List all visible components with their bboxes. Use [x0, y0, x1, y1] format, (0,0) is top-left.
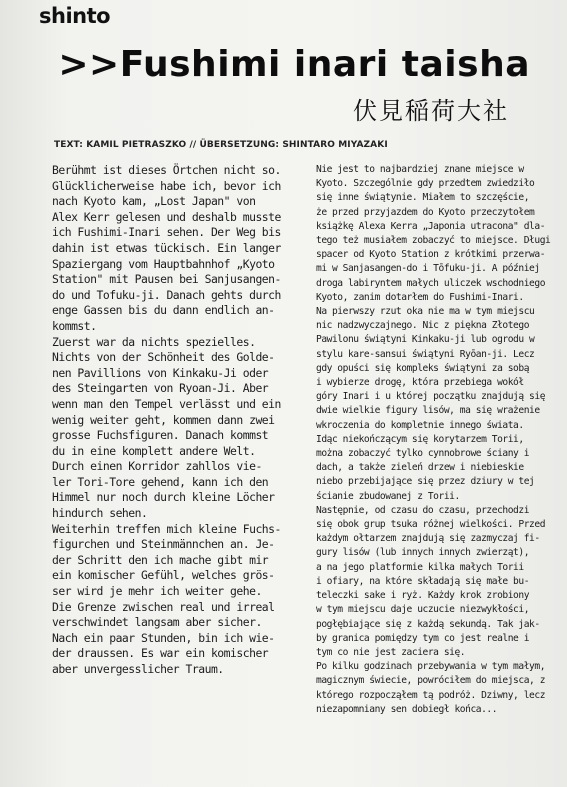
- text-line: hindurch sehen.: [52, 506, 148, 521]
- text-line: można zobaczyć tylko cynnobrowe ściany i: [316, 448, 530, 460]
- text-line: Nichts von der Schönheit des Golde-: [52, 350, 275, 365]
- section-label: shinto: [39, 4, 111, 28]
- text-line: w tym miejscu daje uczucie niezwykłości,: [316, 604, 530, 616]
- text-line: Glücklicherweise habe ich, bevor ich: [52, 178, 281, 193]
- text-line: Idąc niekończącym się korytarzem Torii,: [316, 433, 524, 445]
- text-line: mi w Sanjasangen-do i Tōfuku-ji. A później: [316, 263, 540, 275]
- text-line: niebo przebijające się przez dziury w tej: [316, 476, 535, 488]
- text-line: nach Kyoto kam, „Lost Japan" von: [52, 194, 256, 209]
- japanese-title: 伏見稲荷大社: [353, 97, 509, 125]
- text-line: do und Tofuku-ji. Danach gehts durch: [52, 287, 281, 302]
- text-line: der draussen. Es war ein komischer: [52, 646, 269, 661]
- text-line: by granica pomiędzy tym co jest realne i: [316, 632, 530, 644]
- text-line: Spaziergang vom Hauptbahnhof „Kyoto: [52, 256, 275, 271]
- text-line: aber unvergesslicher Traum.: [52, 662, 224, 676]
- text-line: gdy opuści się kompleks świątyni za sobą: [316, 362, 530, 374]
- text-line: des Steingarten von Ryoan-Ji. Aber: [52, 381, 269, 396]
- text-line: dach, a także zieleń drzew i niebieskie: [316, 462, 524, 474]
- text-line: Durch einen Korridor zahllos vie-: [52, 459, 262, 474]
- credits-line: TEXT: KAMIL PIETRASZKO // ÜBERSETZUNG: SHINTARO MIYAZAKI: [54, 140, 388, 150]
- text-line: tego też musiałem zobaczyć to miejsce. Długi: [316, 235, 551, 247]
- text-line: nen Pavillions von Kinkaku-Ji oder: [52, 365, 269, 380]
- text-line: wenn man den Tempel verlässt und ein: [52, 396, 281, 411]
- polish-column: [316, 163, 551, 717]
- text-line: Berühmt ist dieses Örtchen nicht so.: [52, 163, 281, 177]
- text-line: magicznym świecie, powróciłem do miejsca, z: [316, 675, 546, 687]
- text-line: ein komischer Gefühl, welches grös-: [52, 568, 275, 583]
- text-line: się inne świątynie. Miałem to szczęście,: [316, 192, 530, 204]
- text-line: figurchen und Steinmännchen an. Je-: [52, 537, 275, 552]
- text-line: każdym ołtarzem znajdują się zazmyczaj fi-: [316, 533, 540, 545]
- text-line: Die Grenze zwischen real und irreal: [52, 599, 275, 614]
- text-line: wkroczenia do kompletnie innego świata.: [316, 419, 524, 431]
- text-line: Kyoto, zanim dotarłem do Fushimi-Inari.: [316, 291, 524, 303]
- text-line: Alex Kerr gelesen und deshalb musste: [52, 209, 281, 224]
- text-line: dwie wielkie figury lisów, ma się wrażenie: [316, 405, 540, 417]
- text-line: wenig weiter geht, kommen dann zwei: [52, 412, 275, 427]
- text-line: niezapomniany sen dobiegł końca...: [316, 703, 498, 715]
- text-line: się obok grup tsuka różnej wielkości. Przed: [316, 519, 546, 531]
- text-line: nic nadzwyczajnego. Nic z piękna Złotego: [316, 320, 530, 332]
- text-line: du in eine komplett andere Welt.: [52, 443, 256, 458]
- text-line: tym co nie jest zaciera się.: [316, 646, 466, 658]
- text-line: którego rozpocząłem tą podróż. Dziwny, lecz: [316, 689, 546, 701]
- text-line: że przed przyjazdem do Kyoto przeczytołem: [316, 206, 535, 218]
- text-line: i wybierze drogę, która przebiega wokół: [316, 377, 524, 389]
- text-line: teleczki sake i ryż. Każdy krok zrobiony: [316, 590, 530, 602]
- text-line: kommst.: [52, 318, 97, 333]
- text-line: stylu kare-sansui świątyni Ryōan-ji. Lecz: [316, 348, 535, 360]
- text-line: der Schritt den ich mache gibt mir: [52, 552, 269, 567]
- text-line: Station" mit Pausen bei Sanjusangen-: [52, 272, 281, 287]
- text-line: Na pierwszy rzut oka nie ma w tym miejscu: [316, 306, 535, 318]
- text-line: książkę Alexa Kerra „Japonia utracona" dla-: [316, 220, 546, 232]
- text-line: Kyoto. Szczególnie gdy przedtem zwiedziło: [316, 178, 535, 190]
- text-line: verschwindet langsam aber sicher.: [52, 615, 262, 630]
- text-line: dahin ist etwas tückisch. Ein langer: [52, 240, 281, 255]
- text-line: Zuerst war da nichts spezielles.: [52, 334, 256, 349]
- text-line: ser wird je mehr ich weiter gehe.: [52, 584, 262, 599]
- text-line: Po kilku godzinach przebywania w tym małym,: [316, 661, 546, 673]
- text-line: grosse Fuchsfiguren. Danach kommst: [52, 428, 269, 443]
- article-title: >>Fushimi inari taisha: [58, 44, 530, 85]
- text-line: ścianie zbudowanej z Torii.: [316, 490, 460, 502]
- text-line: Nach ein paar Stunden, bin ich wie-: [52, 630, 275, 645]
- text-line: ler Tori-Tore gehend, kann ich den: [52, 474, 269, 489]
- text-line: a na jego platformie kilka małych Torii: [316, 561, 524, 573]
- text-line: Himmel nur noch durch kleine Löcher: [52, 490, 275, 505]
- text-line: spacer od Kyoto Station z krótkimi przerwa-: [316, 249, 546, 261]
- text-line: góry Inari i u której początku znajdują się: [316, 391, 546, 403]
- text-line: pogłębiające się z każdą sekundą. Tak jak-: [316, 618, 540, 630]
- text-line: Pawilonu świątyni Kinkaku-ji lub ogrodu w: [316, 334, 535, 346]
- text-line: ich Fushimi-Inari sehen. Der Weg bis: [52, 225, 281, 240]
- text-line: Nie jest to najbardziej znane miejsce w: [316, 164, 524, 175]
- text-line: Weiterhin treffen mich kleine Fuchs-: [52, 521, 281, 536]
- text-line: droga labiryntem małych uliczek wschodniego: [316, 277, 546, 289]
- text-line: Następnie, od czasu do czasu, przechodzi: [316, 504, 530, 516]
- text-line: i ofiary, na które składają się małe bu-: [316, 575, 530, 587]
- text-line: enge Gassen bis du dann endlich an-: [52, 303, 275, 318]
- german-column: [52, 163, 293, 678]
- text-line: gury lisów (lub innych innych zwierząt),: [316, 547, 530, 559]
